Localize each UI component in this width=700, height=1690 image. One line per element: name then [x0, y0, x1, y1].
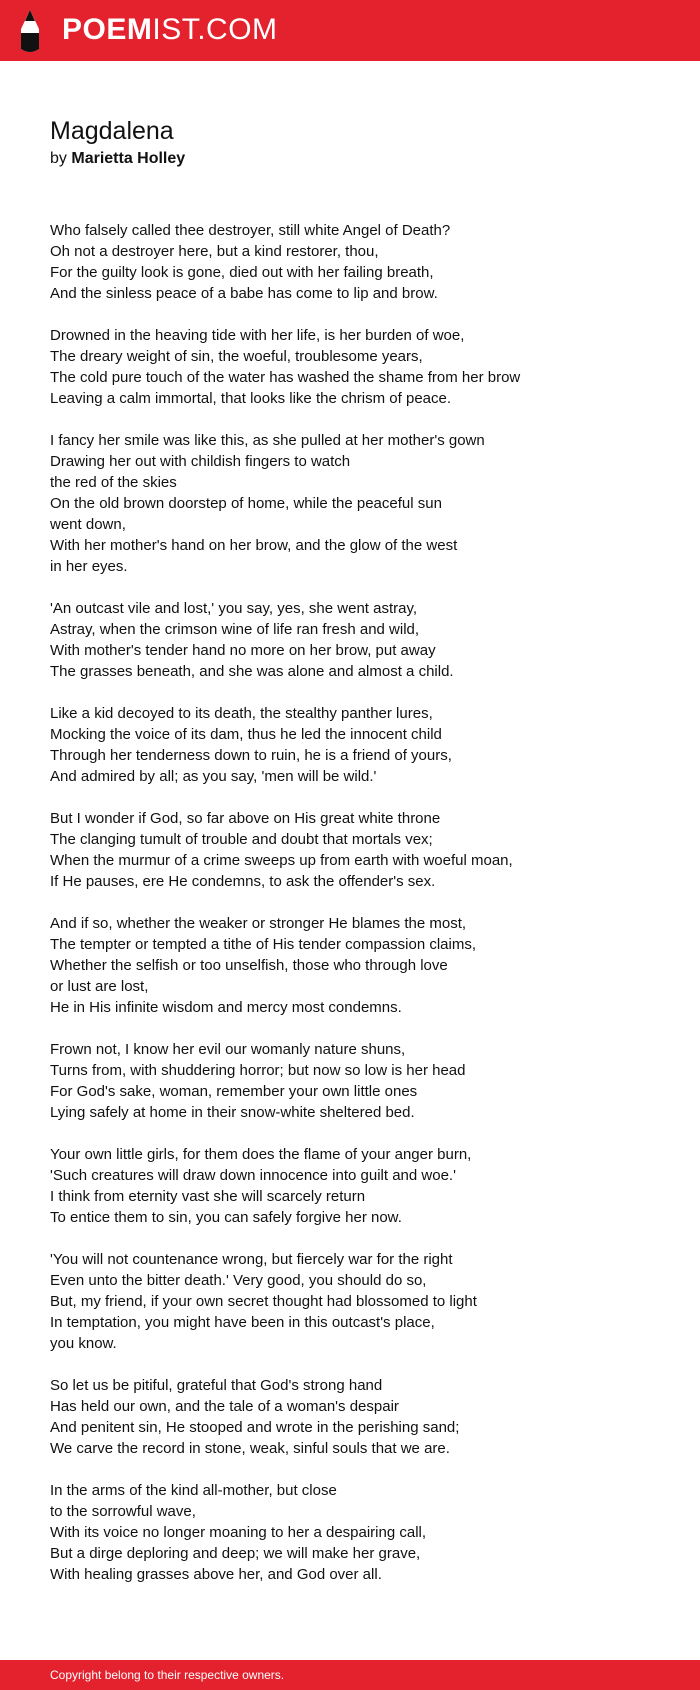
author-name: Marietta Holley — [71, 150, 186, 167]
pen-nib-icon[interactable] — [17, 9, 43, 53]
logo-text-light: IST.COM — [152, 13, 278, 46]
poem-line: I think from eternity vast she will scarcely return — [50, 1188, 366, 1205]
poem-line: The grasses beneath, and she was alone and almost a child. — [50, 663, 454, 680]
site-footer — [0, 1660, 700, 1690]
poem-line: In the arms of the kind all-mother, but close — [50, 1482, 337, 1499]
poem-line: We carve the record in stone, weak, sinful souls that we are. — [50, 1440, 450, 1457]
poem-line: or lust are lost, — [50, 978, 149, 995]
poem-line: 'An outcast vile and lost,' you say, yes, she went astray, — [50, 600, 418, 617]
poem-line: to the sorrowful wave, — [50, 1503, 196, 1520]
poem-line: For the guilty look is gone, died out with her failing breath, — [50, 264, 434, 281]
poem-line: But a dirge deploring and deep; we will make her grave, — [50, 1545, 421, 1562]
poem-line: In temptation, you might have been in this outcast's place, — [50, 1314, 435, 1331]
poem-line: With its voice no longer moaning to her a despairing call, — [50, 1524, 427, 1541]
poem-line: Turns from, with shuddering horror; but now so low is her head — [50, 1062, 466, 1079]
poem-line: The cold pure touch of the water has washed the shame from her brow — [50, 369, 521, 386]
poem-line: you know. — [50, 1335, 117, 1352]
stanza — [50, 913, 670, 1018]
poem-line: But I wonder if God, so far above on His great white throne — [50, 810, 441, 827]
stanza — [50, 1144, 670, 1228]
poem-title: Magdalena — [50, 117, 174, 145]
poem-line: With her mother's hand on her brow, and the glow of the west — [50, 537, 458, 554]
stanza — [50, 1039, 670, 1123]
site-logo[interactable] — [62, 12, 278, 48]
poem-line: Even unto the bitter death.' Very good, you should do so, — [50, 1272, 427, 1289]
poem-line: If He pauses, ere He condemns, to ask the offender's sex. — [50, 873, 436, 890]
poem-line: went down, — [50, 516, 126, 533]
poem-line: Oh not a destroyer here, but a kind restorer, thou, — [50, 243, 379, 260]
stanza — [50, 808, 670, 892]
stanza — [50, 1375, 670, 1459]
poem-line: And the sinless peace of a babe has come to lip and brow. — [50, 285, 438, 302]
poem-line: I fancy her smile was like this, as she pulled at her mother's gown — [50, 432, 485, 449]
poem-line: And admired by all; as you say, 'men will be wild.' — [50, 768, 377, 785]
poem-byline — [50, 149, 185, 169]
by-label: by — [50, 150, 67, 167]
poem-line: Astray, when the crimson wine of life ran fresh and wild, — [50, 621, 420, 638]
stanza — [50, 1480, 670, 1585]
poem-line: So let us be pitiful, grateful that God's strong hand — [50, 1377, 383, 1394]
poem-line: And if so, whether the weaker or stronger He blames the most, — [50, 915, 467, 932]
poem-line: The clanging tumult of trouble and doubt that mortals vex; — [50, 831, 433, 848]
poem-line: Who falsely called thee destroyer, still white Angel of Death? — [50, 222, 451, 239]
stanza — [50, 598, 670, 682]
poem-line: On the old brown doorstep of home, while the peaceful sun — [50, 495, 442, 512]
poem-line: Through her tenderness down to ruin, he is a friend of yours, — [50, 747, 452, 764]
poem-line: To entice them to sin, you can safely forgive her now. — [50, 1209, 402, 1226]
poem-line: The dreary weight of sin, the woeful, troublesome years, — [50, 348, 423, 365]
poem-line: When the murmur of a crime sweeps up from earth with woeful moan, — [50, 852, 513, 869]
poem-line: Has held our own, and the tale of a woman's despair — [50, 1398, 399, 1415]
stanza — [50, 220, 670, 304]
poem-line: Your own little girls, for them does the flame of your anger burn, — [50, 1146, 472, 1163]
site-header — [0, 0, 700, 61]
poem-line: The tempter or tempted a tithe of His tender compassion claims, — [50, 936, 477, 953]
poem-line: Whether the selfish or too unselfish, those who through love — [50, 957, 448, 974]
poem-line: He in His infinite wisdom and mercy most condemns. — [50, 999, 402, 1016]
poem-line: 'You will not countenance wrong, but fiercely war for the right — [50, 1251, 453, 1268]
poem-line: And penitent sin, He stooped and wrote in the perishing sand; — [50, 1419, 460, 1436]
stanza — [50, 325, 670, 409]
stanza — [50, 703, 670, 787]
poem-line: Like a kid decoyed to its death, the stealthy panther lures, — [50, 705, 433, 722]
poem-line: Leaving a calm immortal, that looks like the chrism of peace. — [50, 390, 452, 407]
poem-line: Lying safely at home in their snow-white sheltered bed. — [50, 1104, 415, 1121]
poem-line: Mocking the voice of its dam, thus he led the innocent child — [50, 726, 442, 743]
poem-body — [50, 220, 670, 1606]
logo-text-bold: POEM — [62, 13, 153, 46]
poem-line: For God's sake, woman, remember your own little ones — [50, 1083, 418, 1100]
poem-line: Drowned in the heaving tide with her life, is her burden of woe, — [50, 327, 465, 344]
copyright-text: Copyright belong to their respective owners. — [50, 1668, 285, 1682]
poem-line: Frown not, I know her evil our womanly nature shuns, — [50, 1041, 406, 1058]
poem-line: But, my friend, if your own secret thought had blossomed to light — [50, 1293, 477, 1310]
stanza — [50, 430, 670, 577]
poem-line: With healing grasses above her, and God over all. — [50, 1566, 382, 1583]
stanza — [50, 1249, 670, 1354]
poem-line: With mother's tender hand no more on her brow, put away — [50, 642, 436, 659]
poem-line: 'Such creatures will draw down innocence into guilt and woe.' — [50, 1167, 456, 1184]
poem-line: Drawing her out with childish fingers to watch — [50, 453, 351, 470]
poem-line: in her eyes. — [50, 558, 128, 575]
poem-line: the red of the skies — [50, 474, 177, 491]
